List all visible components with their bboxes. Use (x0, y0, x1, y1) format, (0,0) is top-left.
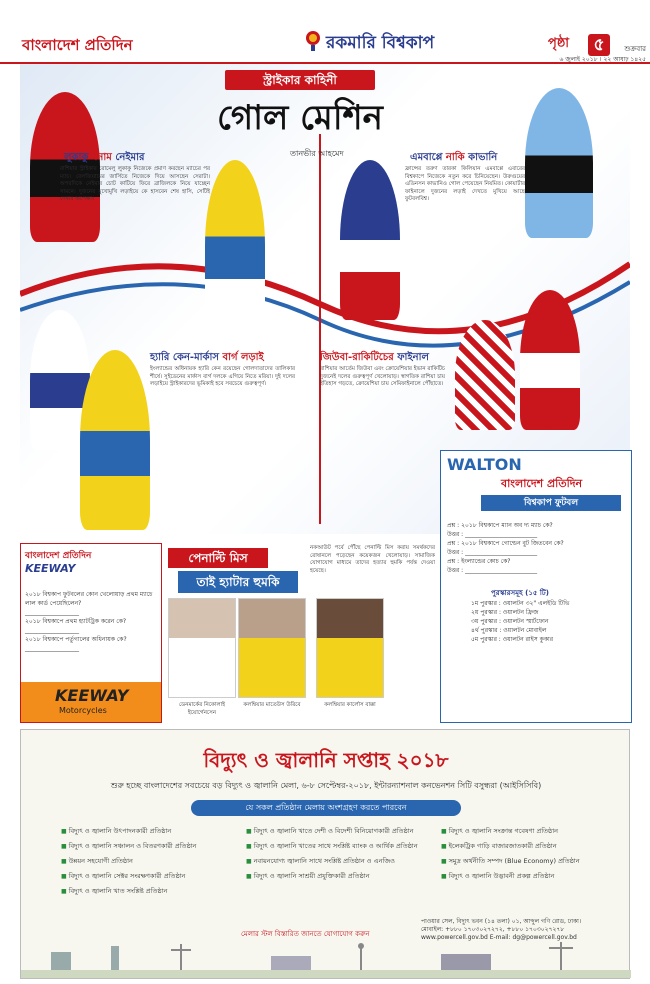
player-mbappe-image (340, 160, 400, 320)
ad-item: ■ বিদ্যুৎ ও জ্বালানি সঞ্চালন ও বিতরণকারী প্রতিষ্ঠান (61, 839, 241, 854)
penalty-subtitle: তাই হ্যাটার হুমকি (178, 571, 298, 593)
keeway-paper-name: বাংলাদেশ প্রতিদিন (25, 551, 92, 561)
ad-band: যে সকল প্রতিষ্ঠান মেলায় অংশগ্রহণ করতে পারবেন (191, 800, 461, 816)
ad-item: ■ সমুদ্র অর্থনীতি সম্পদ (Blue Economy) প্রতিষ্ঠান (441, 854, 621, 869)
penalty-photo-3 (316, 598, 384, 698)
feature-kicker: স্ট্রাইকার কাহিনী (225, 70, 375, 90)
penalty-photo-1 (168, 598, 236, 698)
keeway-question-3: ২০১৮ বিশ্বকাপে পর্তুগালের অধিনায়ক কে? (25, 636, 127, 643)
player-cavani-image (525, 88, 593, 238)
byline: তানভীর আহমেদ (290, 149, 344, 158)
ad-item: ■ ইলেকট্রিক গাড়ি বাজারজাতকারী প্রতিষ্ঠান (441, 839, 621, 854)
keeway-question-2: ২০১৮ বিশ্বকাপে প্রথম হ্যাটট্রিক করেন কে? (25, 618, 127, 625)
ad-column-1 (61, 824, 241, 899)
ad-item: ■ বিদ্যুৎ ও জ্বালানি উৎপাদনকারী প্রতিষ্ঠান (61, 824, 241, 839)
date-weekday: শুক্রবার (624, 45, 646, 53)
ad-contact (421, 918, 581, 942)
ad-column-3 (441, 824, 621, 884)
ad-item: ■ বিদ্যুৎ ও জ্বালানি সংক্রান্ত গবেষণা প্রতিষ্ঠান (441, 824, 621, 839)
ad-item: ■ বিদ্যুৎ ও জ্বালানি খাতে দেশী ও বিদেশী বিনিয়োগকারী প্রতিষ্ঠান (246, 824, 436, 839)
ad-item: ■ বিদ্যুৎ ও জ্বালানি উদ্ভাবনী প্রকল্প প্রতিষ্ঠান (441, 869, 621, 884)
ad-item: ■ বিদ্যুৎ ও জ্বালানি সেক্টর সংরক্ষণকারী প্রতিষ্ঠান (61, 869, 241, 884)
ad-contact-phone: মোবাইল: +৮৮০ ১৭০৩০২৭২৭২, +৮৮০ ১৭০৩০২৭২৭৮ (421, 926, 565, 933)
keeway-question-1: ২০১৮ বিশ্বকাপ ফুটবলের কোন খেলোয়াড় প্রথম ম্যাচে লাল কার্ড পেয়েছিলেন? (25, 591, 153, 607)
walton-questions (447, 521, 627, 575)
ad-item: ■ বিদ্যুৎ ও জ্বালানি সাশ্রয়ী প্রযুক্তিকারী প্রতিষ্ঠান (246, 869, 436, 884)
walton-question-2: প্রশ্ন : ২০১৮ বিশ্বকাপে গোল্ডেন বুট জিতবেন কে? (447, 540, 564, 547)
player-dzyuba-image (520, 290, 580, 430)
keeway-answer-3[interactable]: __________________ (25, 645, 79, 652)
player-berg-image (80, 350, 150, 530)
walton-prize-3: ৩য় পুরস্কার : ওয়ালটন স্মার্টফোন (471, 618, 549, 625)
player-rakitic-image (455, 320, 515, 430)
ad-item: ■ বিদ্যুৎ ও জ্বালানি খাতের সাথে সংশ্লিষ্ট ব্যাংক ও আর্থিক প্রতিষ্ঠান (246, 839, 436, 854)
article-dzyuba-rakitic: রাশিয়ার আর্তেম জিউবা এবং ক্রোয়েশিয়ার ইভান রাকিটিচ দুজনেই দলের গুরুত্বপূর্ণ খেলোয়াড়। স্বাগতিক রাশিয়া চায় ইতিহাস গড়তে, ক্রোয়েশিয়া চায় সেমিফাইনালে পৌঁছাতে। (320, 366, 445, 387)
walton-answer-2[interactable]: উত্তর : ________________________ (447, 549, 538, 556)
ad-contact-web: www.powercell.gov.bd E-mail: dg@powercell.gov.bd (421, 934, 577, 941)
subhead-kane-berg: হ্যারি কেন-মার্কাস বার্গ লড়াই (150, 352, 264, 363)
feature-headline: গোল মেশিন (217, 98, 383, 138)
walton-question-3: প্রশ্ন : ইংল্যান্ডের কোচ কে? (447, 558, 511, 565)
ad-item: ■ বিদ্যুৎ ও জ্বালানি খাত সংশ্লিষ্ট প্রতিষ্ঠান (61, 884, 241, 899)
penalty-title: পেনাল্টি মিস (168, 548, 268, 568)
energy-week-ad (20, 729, 630, 979)
date-block (566, 44, 646, 54)
keeway-quiz-box (20, 543, 162, 723)
walton-question-1: প্রশ্ন : ২০১৮ বিশ্বকাপে ম্যান অব দ্য ম্যাচ কে? (447, 522, 553, 529)
ad-title: বিদ্যুৎ ও জ্বালানি সপ্তাহ ২০১৮ (203, 748, 449, 772)
ad-item: ■ নবায়নযোগ্য জ্বালানি সাথে সংশ্লিষ্ট প্রতিষ্ঠান ও এনজিও (246, 854, 436, 869)
penalty-caption-1: ডেনমার্কের নিকোলাই ইয়োর্গেনসেন (178, 702, 226, 716)
walton-answer-3[interactable]: উত্তর : ________________________ (447, 567, 538, 574)
energy-illustration (21, 942, 631, 978)
walton-prize-list (471, 599, 621, 644)
subhead-dzyuba-rakitic: জিউবা-রাকিটিচের ফাইনাল (320, 352, 429, 363)
keeway-answer-1[interactable]: __________________ (25, 609, 79, 616)
page-prefix: পৃষ্ঠা (548, 36, 570, 51)
player-neymar-image (205, 160, 265, 330)
page-number: ৫ (588, 34, 610, 56)
keeway-answer-2[interactable]: __________________ (25, 627, 79, 634)
keeway-banner (21, 682, 161, 722)
walton-prize-2: ২য় পুরস্কার : ওয়ালটন ফ্রিজ (471, 609, 539, 616)
ad-contact-label: মেলার স্টল বিস্তারিত জানতে যোগাযোগ করুন (241, 930, 370, 938)
paper-name: বাংলাদেশ প্রতিদিন (22, 36, 133, 54)
article-lukaku-neymar: রাশিয়ার স্ট্রাইকার রোমেলু লুকাকু নিজেকে প্রমাণ করছেন ম্যাচের পর ম্যাচ। বেলজিয়ামের জার্সিতে নিজেকে দিয়ে আসছেন সেরাটা। অপরদিকে নেইমার চোট কাটিয়ে ফিরে ব্রাজিলকে নিয়ে যাচ্ছেন সামনে। দুজনের মুখোমুখি লড়াইয়ে কে হাসবেন শেষ হাসি, সেটিই দেখার অপেক্ষা। (60, 166, 210, 202)
ad-subtitle: শুরু হচ্ছে বাংলাদেশের সবচেয়ে বড় বিদ্যুৎ ও জ্বালানি মেলা, ৬-৮ সেপ্টেম্বর-২০১৮, ইন্টারন্যাশনাল কনভেনশন সিটি বসুন্ধরা (আইসিসিবি) (110, 781, 542, 790)
ad-item: ■ উন্নয়ন সহযোগী প্রতিষ্ঠান (61, 854, 241, 869)
subhead-lukaku-neymar: লুকাকু বনাম নেইমার (64, 152, 145, 163)
keeway-logo: KEEWAY (55, 686, 129, 705)
ad-contact-address: পাওয়ার সেল, বিদ্যুৎ ভবন (১৪ তলা) ০১, আব্দুল গণি রোড, ঢাকা। (421, 918, 582, 925)
walton-paper-name: বাংলাদেশ প্রতিদিন (501, 477, 583, 490)
keeway-questions (25, 590, 157, 653)
article-kane-berg: ইংল্যান্ডের অধিনায়ক হ্যারি কেন রয়েছেন গোলদাতাদের তালিকার শীর্ষে। সুইডেনের মার্কাস বার্গ দলকে এগিয়ে নিতে মরিয়া। দুই দলের লড়াইয়ে স্ট্রাইকারদের ভূমিকাই হবে সবচেয়ে গুরুত্বপূর্ণ। (150, 366, 295, 387)
penalty-photo-2 (238, 598, 306, 698)
section-name: রকমারি বিশ্বকাপ (326, 33, 435, 53)
walton-answer-1[interactable]: উত্তর : ________________________ (447, 531, 538, 538)
keeway-logo-small: KEEWAY (25, 562, 76, 575)
subhead-mbappe-cavani: এমবাপ্পে নাকি কাভানি (410, 152, 498, 163)
walton-prize-title: পুরস্কারসমূহ (১৫ টি) (491, 589, 549, 597)
walton-prize-1: ১ম পুরস্কার : ওয়ালটন ৩২" এলইডি টিভি (471, 600, 570, 607)
penalty-caption-2: কলম্বিয়ার মাতেউস উরিবে (243, 702, 301, 708)
walton-quiz-box (440, 450, 632, 723)
date-full: ৬ জুলাই ২০১৮ । ২২ আষাঢ় ১৪২৫ (559, 56, 646, 63)
world-cup-logo-icon (304, 30, 322, 52)
penalty-article: নকআউট পর্বে পৌঁছে পেনাল্টি মিস করায় সমর্থকদের রোষানলে পড়েছেন কয়েকজন খেলোয়াড়। সামাজিক যোগাযোগ মাধ্যমে তাদের হত্যার হুমকি পর্যন্ত দেওয়া হয়েছে। (310, 545, 435, 574)
keeway-tagline: Motorcycles (59, 706, 107, 715)
penalty-caption-3: কলম্বিয়ার কার্লোস বাক্কা (324, 702, 376, 708)
walton-contest-title: বিশ্বকাপ ফুটবল (481, 495, 621, 511)
walton-prize-5: ৫ম পুরস্কার : ওয়ালটন রাইস কুকার (471, 636, 554, 643)
walton-prize-4: ৪র্থ পুরস্কার : ওয়ালটন মোবাইল (471, 627, 547, 634)
article-mbappe-cavani: ফ্রান্সের তরুণ তারকা কিলিয়ান এমবাপ্পে এবারের বিশ্বকাপে নিজেকে নতুন করে চিনিয়েছেন। উরুগুয়ের এডিনসন কাভানিও গোল পেয়েছেন নিয়মিত। কোয়ার্টার ফাইনালে দুজনের লড়াই দেখতে মুখিয়ে আছে ফুটবলবিশ্ব। (405, 166, 525, 202)
walton-logo: WALTON (447, 455, 522, 474)
ad-column-2 (246, 824, 436, 884)
